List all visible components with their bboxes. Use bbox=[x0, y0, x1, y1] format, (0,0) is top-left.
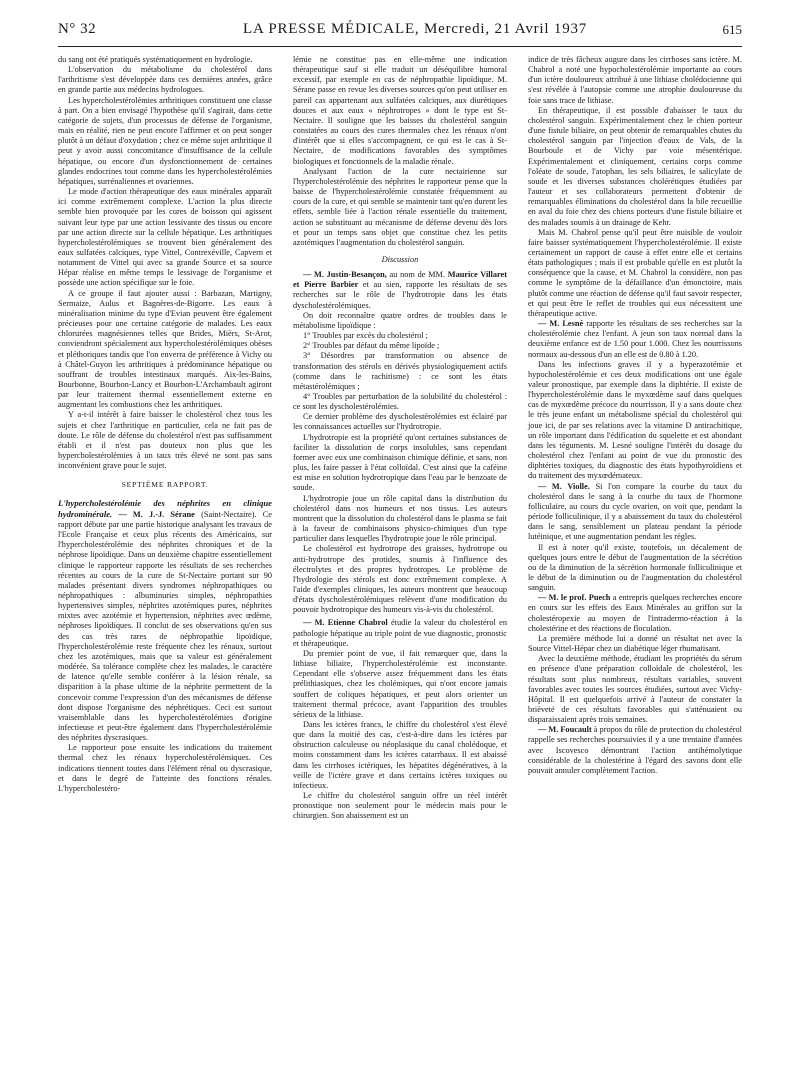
paragraph: Y a-t-il intérêt à faire baisser le cholestérol chez tous les sujets et chez l'arthritique en particulier, cela ne fait pas de doute. Le rôle de défense du cholestérol n'est pas suffisamment établi et il n'est pas douteux non plus que les hypercholestérolémies à un taux très élevé ne sont pas sans inconvénient grave pour le sujet. bbox=[58, 410, 272, 471]
section-title: SEPTIÈME RAPPORT. bbox=[121, 480, 209, 490]
paragraph: L'hydrotropie est la propriété qu'ont certaines substances de faciliter la dissolution de corps insolubles, sans cependant former avec eux une combinaison chimique définie, et sans, non plus, les faire passer à l'état colloïdal. C'est ainsi que la caféine est mise en solution hydrotropique dans l'eau par le benzoate de soude. bbox=[293, 432, 507, 493]
list-item: 4° Troubles par perturbation de la solubilité du cholestérol : ce sont les dyscholestérolémies. bbox=[293, 392, 507, 412]
paragraph: L'observation du métabolisme du cholestérol dans l'arthritisme s'est développée dans ces dernières années, grâce en grande partie aux médecins hydrologues. bbox=[58, 65, 272, 95]
paragraph: La première méthode lui a donné un résultat net avec la Source Vittel-Hépar chez un diabétique léger rhumatisant. bbox=[528, 633, 742, 654]
paragraph: Il est à noter qu'il existe, toutefois, un décalement de quelques jours entre le début de l'augmentation de la sécrétion ou de la diminution de la sécrétion hormonale folliculinique et le début de la diminution ou de l'augmentation du cholestérol sanguin. bbox=[528, 542, 742, 593]
author-name: — M. Violle. bbox=[538, 481, 590, 491]
paragraph: Les hypercholestérolémies arthritiques constituent une classe à part. On a bien envisagé l'hypothèse qu'il s'agirait, dans cette catégorie de sujets, d'un processus de défense de l'organisme, mais en réalité, rien ne peut encore l'affirmer et on peut songer plutôt à un défaut d'oxydation ; chez ce même sujet arthritique il peut y avoir aussi concomitance d'insuffisance de la cellule hépatique, ou encore d'un dysfonctionnement de certaines glandes endocrines tout comme dans les hypercholestérolémies hépatiques, surrénaliennes et ovariennes. bbox=[58, 95, 272, 186]
paragraph-text: (Saint-Nectaire). Ce rapport débute par une partie historique analysant les travaux de l'Ecole Française et ceux plus récents des Américains, sur l'hypercholestérolémie des néphrites chroniques et de la néphrose lipoïdique. Dans un deuxième chapitre essentiellement clinique le rapporteur rapporte les résultats de ses recherches récentes au cours de la cure de St-Nectaire portant sur 90 malades présentant divers syndromes néphropathiques ou néphropathiques : albuminuries simples, néphropathies hypertensives simples, néphrites azotémiques pures, néphrites mixtes avec azotémie et hypertension, néphrites avec œdème, néphroses lipoïdiques. Il conclut de ses observations qu'en sus des cas très rares de néphropathie lipoïdique, l'hypercholestérolémie reste fréquente chez les rénaux, surtout chez les azotémiques, mais que sa valeur est généralement modérée. Sa tolérance complète chez les malades, le caractère de latence qu'elle semble conférer à la lésion rénale, sa disparition à la phase ultime de la néphrite permettent de la concevoir comme l'expression d'un des mécanismes de défense dont dispose l'organisme des néphrétiques. Ceci est surtout vraisemblable dans les hypercholestérolémies d'origine infectieuse et peut-être également dans l'hypercholestérolémie des néphrites dyscrasiques. bbox=[58, 509, 272, 743]
paragraph: En thérapeutique, il est possible d'abaisser le taux du cholestérol sanguin. Expérimentalement chez le chien porteur d'une fistule biliaire, on peut obtenir de remarquables chutes du cholestérol sanguin par l'injection d'eaux de Vals, de la Bourboule et de Vichy par voie mésentérique. Expérimentalement et cliniquement, certains corps comme l'oléate de soude, l'atophan, les sels biliaires, le salicylate de soude et les diverses substances cholérétiques étudiées par l'auteur et ses collaborateurs permettent d'obtenir de remarquables éliminations du cholestérol dans la bile recueillie en aval du foie chez des chiens porteurs d'une fistule biliaire et des malades soumis à un drainage de Kehr. bbox=[528, 105, 742, 227]
paragraph: Mais M. Chabrol pense qu'il peut être nuisible de vouloir faire baisser systématiquement l'hypercholestérolémie. Il existe certainement un rapport de cause à effet entre elle et certains états pathologiques ; mais il est probable qu'elle en est plutôt la conséquence que la cause, et M. Chabrol la considère, non pas comme le symptôme de la défaillance d'un émonctoire, mais plutôt comme une réaction de défense qu'il faut savoir respecter, et qui peut être le reflet de troubles qui eux nécessitent une thérapeutique active. bbox=[528, 227, 742, 318]
paragraph: A ce groupe il faut ajouter aussi : Barbazan, Martigny, Sermaize, Aulus et Bagnères-de-Bigorre. Les eaux à minéralisation minime du type d'Evian peuvent être également précieuses pour une certaine catégorie de malades. Les eaux chlorurées magnésiennes telles que Brides, Mièrs, St-Arot, conviendront spécialement aux hypercholestérolémiques obèses et pléthoriques tandis que l'on enverra de préférence à Vichy ou à Châtel-Guyon les arthritiques à prédominance hépatique ou souffrant de troubles intestinaux marqués. Aix-les-Bains, Bourbonne, Bourbon-Lancy et Bourbon-L'Archambault agiront par leur traitement thermal essentiellement externe en augmentant les combustions chez les arthritiques. bbox=[58, 288, 272, 410]
paragraph-text: à propos du rôle de protection du cholestérol rappelle ses recherches poursuivies il y a une trentaine d'années avec Iscovesco démontrant l'action antihémolytique considérable de la cholestérine à l'égard des savons dont elle pouvait annuler complètement l'action. bbox=[528, 725, 742, 775]
paragraph: Du premier point de vue, il fait remarquer que, dans la lithiase biliaire, l'hypercholestérolémie est inconstante. Cependant elle s'observe assez fréquemment dans les états prélithiasiques, chez les cholémiques, qui n'ont encore jamais souffert de coliques hépatiques, et peut alors orienter un traitement thermal précoce, avant l'apparition des troubles sérieux de la lithiase. bbox=[293, 648, 507, 719]
page-header bbox=[58, 18, 742, 47]
paragraph: Le mode d'action thérapeutique des eaux minérales apparaît ici comme extrêmement complexe. L'action la plus directe semble bien provoquée par les cures de boisson qui agissent suivant leur type par une action lessivante des tissus ou encore par une action directe sur la cellule hépatique. Les arthritiques hypercholestérolémiques se trouvent bien généralement des eaux sulfatées calciques, type Vittel, Contrexéville, Capvern et notamment de Vittel qui avec sa grande Source et sa source Hépar réalise en même temps le lessivage de l'organisme et possède une action spécifique sur le foie. bbox=[58, 187, 272, 288]
author-name: — M. Justin-Besançon, bbox=[303, 270, 387, 280]
page-number: 615 bbox=[722, 22, 742, 37]
paragraph-text: au nom de MM. bbox=[386, 270, 448, 280]
paragraph bbox=[528, 482, 742, 543]
paragraph-text: rapporte les résultats de ses recherches sur la cholestérolémie chez l'enfant. A jeun son taux normal dans la deuxième enfance est de 1.50 pour 1.000. Chez les nourrissons normaux au-dessous d'un an elle est de 0.80 à 1.20. bbox=[528, 319, 742, 359]
column-2 bbox=[293, 55, 507, 822]
paragraph: du sang ont été pratiqués systématiquement en hydrologie. bbox=[58, 55, 253, 64]
author-name: — M. J.-J. Sérane bbox=[118, 509, 195, 519]
paragraph: Ce dernier problème des dyscholestérolémies est éclairé par les connaissances actuelles sur l'hydrotropie. bbox=[293, 412, 507, 432]
list-item: 1° Troubles par excès du cholestérol ; bbox=[303, 331, 428, 341]
column-1 bbox=[58, 55, 272, 794]
paragraph: indice de très fâcheux augure dans les cirrhoses sans ictère. M. Chabrol a noté une hypocholestérolémie importante au cours d'un ictère douloureux attribué à une lithiase cholédocienne qui s'est révélée à l'autopsie comme une atrophie douloureuse du foie sans trace de lithiase. bbox=[528, 55, 742, 105]
paragraph bbox=[528, 725, 742, 776]
paragraph-text: étudie la valeur du cholestérol en pathologie hépatique au triple point de vue diagnostic, pronostic et thérapeutique. bbox=[293, 618, 507, 648]
author-names: Maurice Villaret et Pierre Barbier bbox=[293, 270, 507, 290]
list-item: 3° Désordres par transformation ou absence de transformation des stérols en dérivés physiologiquement actifs (comme dans le rachitisme) : ce sont les états métastérolémiques ; bbox=[293, 351, 507, 391]
paragraph-text: et au sien, rapporte les résultats de ses recherches sur le rôle de l'hydrotropie dans les états dyscholestérolémiques. bbox=[293, 280, 507, 310]
paragraph: Analysant l'action de la cure nectairienne sur l'hypercholestérolémie des néphrites le rapporteur pense que la baisse de l'hypercholestérolémie constatée fréquemment au cours de la cure, et qui semble se maintenir tant qu'en durent les effets, semble liée à l'action rénale essentielle du traitement, action se substituant au mécanisme de défense devenu dès lors et pour un temps sans objet que constitue chez les petits azotémiques l'augmentation du cholestérol sanguin. bbox=[293, 166, 507, 247]
report-heading: L'hypercholestérolémie des néphrites en clinique hydrominérale. bbox=[58, 497, 272, 519]
paragraph: On doit reconnaître quatre ordres de troubles dans le métabolisme lipoïdique : bbox=[293, 310, 507, 330]
paragraph-text: Si l'on compare la courbe du taux du cholestérol dans le sang à la courbe du taux de l'hormone folliculaire, au cours du cycle ovarien, on voit que, pendant la période folliculinique, il y a abaissement du taux du cholestérol dans le sang, sensiblement un plateau pendant la période lutéinique, et une augmentation pendant les règles. bbox=[528, 481, 742, 542]
paragraph bbox=[293, 270, 507, 311]
paragraph bbox=[293, 618, 507, 648]
paragraph: Avec la deuxième méthode, étudiant les propriétés du sérum en présence d'une préparation colloïdale de cholestérol, les résultats sont plus nombreux, résultats variables, souvent favorables avec toutes les sources étudiées, surtout avec Vichy-Hôpital. Il est quelquefois arrivé à l'auteur de constater la brièveté de ces résultats favorables qui s'atténuaient ou disparaissaient après trois semaines. bbox=[528, 654, 742, 725]
discussion-heading: Discussion bbox=[381, 254, 419, 264]
paragraph bbox=[528, 593, 742, 634]
paragraph: Le cholestérol est hydrotrope des graisses, hydrotrope ou anti-hydrotrope des protides, soumis à l'influence des électrolytes et des propres hydrotropes. Le problème de l'hydrologie des stérols est donc extrêmement complexe. A l'aide d'exemples cliniques, les auteurs montrent que beaucoup d'états dyscholestérolémiques relèvent d'une modification du pouvoir hydrotropique des humeurs vis-à-vis du cholestérol. bbox=[293, 544, 507, 615]
paragraph: Le chiffre du cholestérol sanguin offre un réel intérêt pronostique non seulement pour le médecin mais pour le chirurgien. Son abaissement est un bbox=[293, 791, 507, 821]
author-name: — M. Lesné bbox=[538, 319, 584, 329]
journal-title: LA PRESSE MÉDICALE, Mercredi, 21 Avril 1937 bbox=[243, 21, 588, 37]
issue-number: N° 32 bbox=[58, 21, 97, 37]
author-name: — M. Foucault bbox=[538, 725, 592, 735]
paragraph-text: a entrepris quelques recherches encore en cours sur les effets des Eaux Minérales au griffon sur la cholestéropexie au moyen de l'intradermo-réaction à la cholestérine et des réactions de floculation. bbox=[528, 593, 742, 633]
author-name: — M. le prof. Puech bbox=[538, 593, 611, 603]
paragraph: L'hydrotropie joue un rôle capital dans la distribution du cholestérol dans nos humeurs et nos tissus. Les auteurs montrent que la dissolution du cholestérol dans le plasma se fait à la faveur de combinaisons physico-chimiques d'un type particulier dans lesquelles l'hydrotropie joue le rôle principal. bbox=[293, 493, 507, 544]
author-name: — M. Etienne Chabrol bbox=[303, 618, 388, 628]
paragraph: Dans les ictères francs, le chiffre du cholestérol s'est élevé que dans la moitié des cas, c'est-à-dire dans les ictères par obstruction calculeuse ou néoplasique du canal cholédoque, et moins constamment dans les ictères catarrhaux. Il est abaissé dans les cirrhoses ictériques, les hépatites dégénératives, à la veille de l'ictère grave et dans certains ictères toxiques ou infectieux. bbox=[293, 720, 507, 790]
paragraph bbox=[528, 319, 742, 360]
paragraph: Le rapporteur pose ensuite les indications du traitement thermal chez les rénaux hypercholestérolémiques. Ces indications tiennent toutes dans l'élément rénal ou dyscrasique, et dans le degré de l'atteinte des fonctions rénales. L'hypercholestéro- bbox=[58, 743, 272, 793]
paragraph: lémie ne constitue pas en elle-même une indication thérapeutique sauf si elle traduit un déséquilibre humoral excessif, par exemple en cas de néphropathie lipoïdique. M. Sérane passe en revue les diverses sources qu'on peut utiliser en pareil cas appartenant aux sulfatées calciques, aux diurétiques douces et aux eaux « néphrotropes » dont le type est St-Nectaire. Il souligne que les baisses du cholestérol sanguin constatées au cours des cures thermales chez les rénaux n'ont d'intérêt que si elles s'accompagnent, ce qui est le cas à St-Nectaire, de modifications favorables des symptômes biologiques et fonctionnels de la maladie rénale. bbox=[293, 55, 507, 166]
column-3 bbox=[528, 55, 742, 776]
list-item: 2° Troubles par défaut du même lipoïde ; bbox=[303, 341, 440, 351]
paragraph: Dans les infections graves il y a hyperazotémie et hypocholestérolémie et ces deux modifications ont une égale valeur pronostique, par exemple dans la diphtérie. Il existe de l'hypercholestérolémie dans le myxœdème sauf dans quelques cas de myxœdème précoce du nourrisson. Il y a sans doute chez le très jeune enfant un métabolisme spécial du cholestérol qui joue ici, de par ses relations avec la vitamine D antirachitique, un rôle important dans l'édification du squelette et est abondant dans les téguments. M. Lesné souligne l'intérêt du dosage du cholestérol chez l'enfant au point de vue du pronostic des diphtéries toxiques, du diagnostic des états hypothyroïdiens et du traitement des myxœdémateux. bbox=[528, 359, 742, 481]
